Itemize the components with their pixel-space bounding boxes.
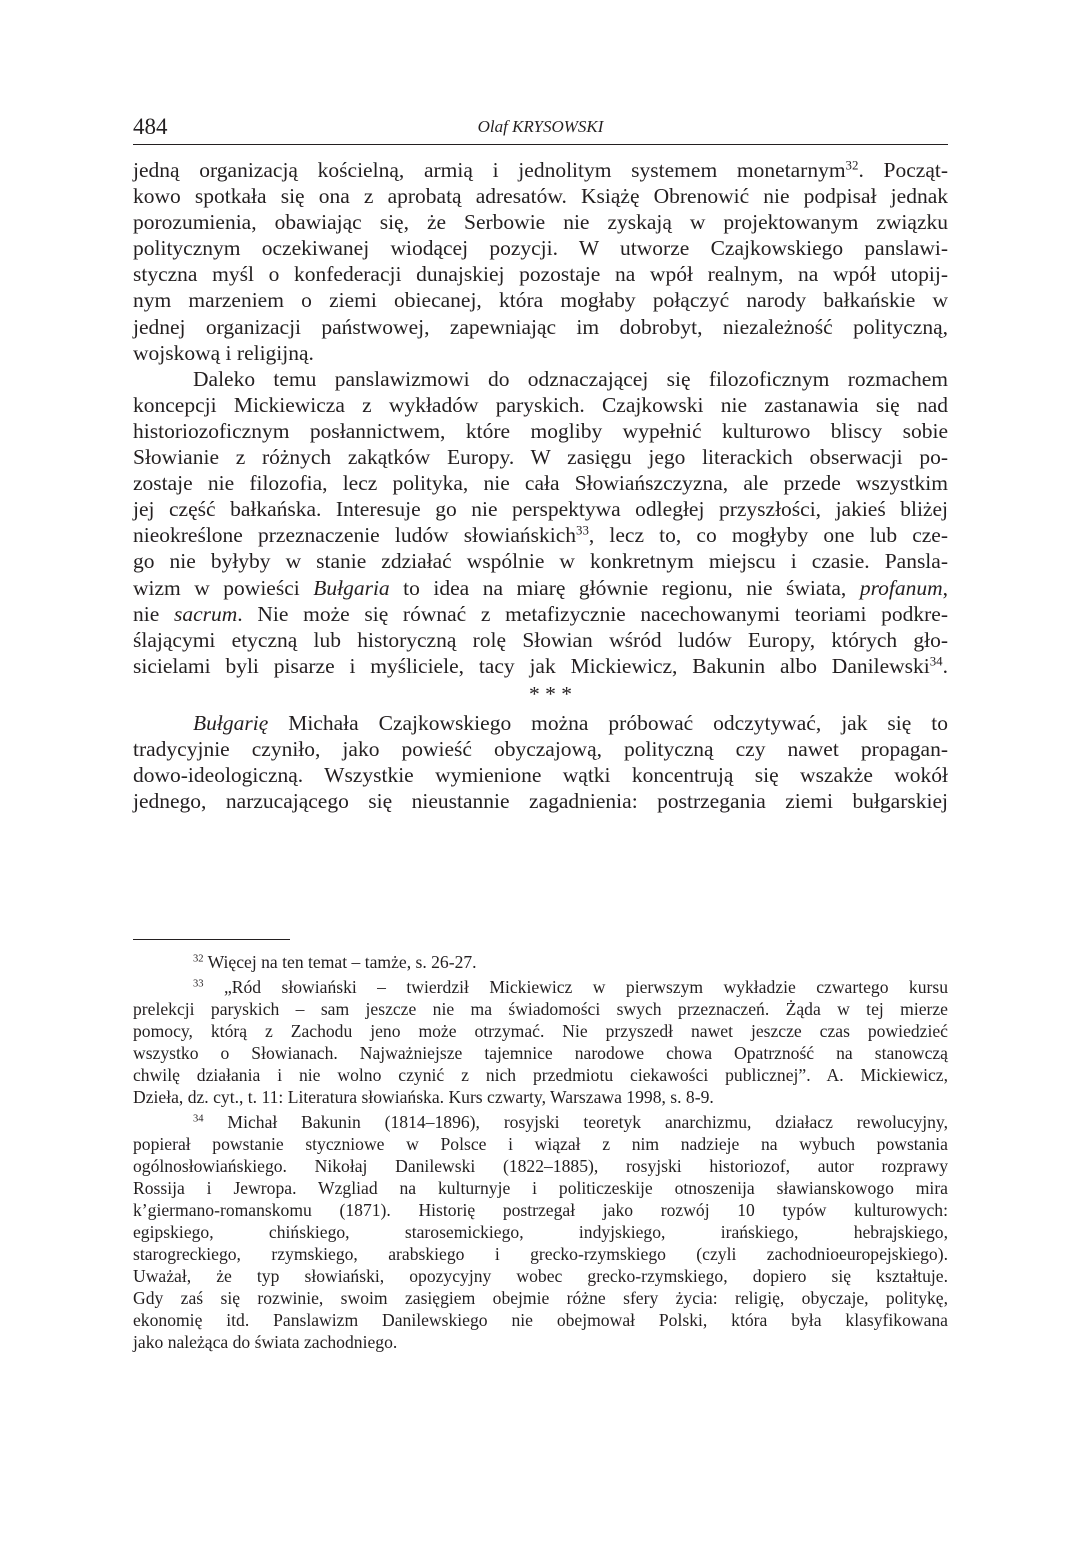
text-line [133,1221,948,1243]
text-line [133,157,948,183]
text-line [133,392,948,418]
text-line [133,1331,948,1353]
text-run: zostaje nie filozofia, lecz polityka, nie cała Słowiańszczyzna, ale przede wszystkim [133,471,948,496]
text-line [133,261,948,287]
text-run: . Nie może się równać z metafizycznie nacechowanymi teoriami podkre- [237,601,948,626]
text-run: k’giermano-romanskomu (1871). Historię postrzegał jako rozwój 10 typów kulturowych: [133,1200,948,1220]
text-line [133,1111,948,1133]
paragraph [133,710,948,814]
text-line [133,1155,948,1177]
text-line [133,976,948,998]
text-line [133,1086,948,1108]
text-line [133,496,948,522]
text-run: Uważał, że typ słowiański, opozycyjny wobec grecko-rzymskiego, dopiero się kształtuje. [133,1266,948,1286]
text-run: , lecz to, co mogłyby one lub cze- [588,523,948,548]
text-line [133,235,948,261]
text-run: tradycyjnie czyniło, jako powieść obyczajową, polityczną czy nawet propagan- [133,736,948,761]
running-head: Olaf KRYSOWSKI [477,117,604,136]
text-line [133,1042,948,1064]
text-run: Więcej na ten temat – tamże, s. 26-27. [203,952,477,972]
text-run: to idea na miarę głównie regionu, nie świata, [389,575,860,600]
text-run: styczna myśl o konfederacji dunajskiej pozostaje na wpół realnym, na wpół utopij- [133,262,948,287]
text-line [133,1064,948,1086]
text-run: starogreckiego, rzymskiego, arabskiego i grecko-rzymskiego (czyli zachodnioeuropejskiego). [133,1244,948,1264]
text-line [133,601,948,627]
text-line [133,548,948,574]
text-run: „Ród słowiański – twierdził Mickiewicz w pierwszym wykładzie czwartego kursu [203,977,948,997]
text-line [133,710,948,736]
text-run: historiozoficznym posłannictwem, które mogliby wypełnić kulturowo bliscy sobie [133,418,948,443]
text-run: ogólnosłowiańskiego. Nikołaj Danilewski (1822–1885), rosyjski historiozof, autor rozprawy [133,1156,948,1176]
text-run: jedną organizacją kościelną, armią i jednolitym systemem monetarnym [133,158,846,182]
text-run: kowo spotkała się ona z aprobatą adresatów. Książę Obrenowić nie podpisał jednak [133,184,948,209]
page-number: 484 [133,114,168,139]
text-run: politycznym oczekiwanej wiodącej pozycji. W utworze Czajkowskiego panslawi- [133,236,948,261]
text-run: Słowianie z różnych zakątków Europy. W zasięgu jego literackich obserwacji po- [133,445,948,470]
text-run: , [942,575,949,600]
text-run: pomocy, którą z Zachodu jeno może otrzymać. Nie przyszedł nawet jeszcze czas powiedzieć [133,1021,948,1041]
text-run: jednego, narzucającego się nieustannie zagadnienia: postrzegania ziemi bułgarskiej [133,789,948,814]
footnote-ref: 34 [193,1113,204,1125]
text-line [133,1287,948,1309]
body-text [133,157,948,814]
footnote [133,976,948,1108]
text-line [133,209,948,235]
text-line [133,418,948,444]
text-run: Daleko temu panslawizmowi do odznaczającej się filozoficznym rozmachem [193,366,948,391]
text-run: Dzieła, dz. cyt., t. 11: Literatura słowiańska. Kurs czwarty, Warszawa 1998, s. 8-9. [133,1087,714,1107]
text-run: egipskiego, chińskiego, starosemickiego, indyjskiego, irańskiego, hebrajskiego, [133,1222,948,1242]
section-separator: * * * [529,681,572,706]
text-run: ślającymi etyczną lub historyczną rolę Słowian wśród ludów Europy, których gło- [133,627,948,652]
text-line [133,1177,948,1199]
paragraph [133,157,948,366]
text-line [133,444,948,470]
text-run: Michał Bakunin (1814–1896), rosyjski teoretyk anarchizmu, działacz rewolucyjny, [203,1112,948,1132]
text-line [133,627,948,653]
footnote-ref: 32 [845,158,859,173]
footnote-ref: 32 [193,953,204,965]
footnote-ref: 34 [929,654,943,669]
text-run: wojskową i religijną. [133,340,314,365]
text-line [133,653,948,679]
text-line [133,1309,948,1331]
text-run: wszystko o Słowianach. Najważniejsze tajemnice narodowe chowa Opatrzność na stanowczą [133,1043,948,1063]
footnote-divider [133,939,290,940]
footnotes [133,951,948,1356]
text-run: ekonomię itd. Panslawizm Danilewskiego nie obejmował Polski, która była klasyfikowana [133,1310,948,1330]
text-line [133,788,948,814]
page-header [133,114,948,145]
text-run: nym marzeniem o ziemi obiecanej, która mogłaby połączyć narody bałkańskie w [133,288,948,313]
text-line [133,575,948,601]
text-run: . [942,653,948,678]
text-run: sicielami byli pisarze i myśliciele, tacy jak Mickiewicz, Bakunin albo Danilewski [133,653,930,678]
text-line [133,314,948,340]
text-run: chwilę działania i nie wolno czynić z nich przedmiotu ciekawości publicznej”. A. Mickiewicz, [133,1065,948,1085]
footnote [133,1111,948,1353]
text-run: dowo-ideologiczną. Wszystkie wymienione wątki koncentrują się wszakże wokół [133,763,948,788]
text-run: porozumienia, obawiając się, że Serbowie nie zyskają w projektowanym związku [133,210,948,235]
text-line [133,366,948,392]
text-line [133,736,948,762]
text-run: wizm w powieści [133,575,314,600]
text-line [133,762,948,788]
text-run: koncepcji Mickiewicza z wykładów paryskich. Czajkowski nie zastanawia się nad [133,392,948,417]
footnote-ref: 33 [193,978,204,990]
text-run: Gdy zaś się rozwinie, swoim zasięgiem obejmie różne sfery życia: religię, obyczaje, politykę, [133,1288,948,1308]
paragraph [133,366,948,679]
text-line [133,287,948,313]
footnote-ref: 33 [576,523,589,538]
text-run: jednej organizacji państwowej, zapewniając im dobrobyt, niezależność polityczną, [133,314,948,339]
text-line [133,1265,948,1287]
text-line [133,998,948,1020]
text-line [133,340,948,366]
italic-title: Bułgarię [193,710,269,735]
text-line [133,1020,948,1042]
text-run: Michała Czajkowskiego można próbować odczytywać, jak się to [268,710,948,735]
italic-title: sacrum [173,601,238,626]
text-run: popierał powstanie styczniowe w Polsce i wiązał z nim nadzieje na wybuch powstania [133,1134,948,1154]
text-line [133,1199,948,1221]
text-line [133,183,948,209]
text-line [133,470,948,496]
text-run: jej część bałkańska. Interesuje go nie perspektywa odległej przyszłości, jakieś bliżej [133,497,948,522]
text-line [133,951,948,973]
text-run: go nie byłyby w stanie zdziałać wspólnie w konkretnym miejscu i czasie. Pansla- [133,549,948,574]
text-line [133,1243,948,1265]
italic-title: profanum [859,575,943,600]
footnote [133,951,948,973]
text-run: jako należąca do świata zachodniego. [133,1332,398,1352]
text-line [133,1133,948,1155]
text-run: Rossija i Jewropa. Wzgliad na kulturnyje i politiczeskije otnoszenija sławianskowogo mira [133,1178,948,1198]
text-run: nie [133,601,174,626]
italic-title: Bułgaria [313,575,390,600]
text-run: nieokreślone przeznaczenie ludów słowiańskich [133,523,577,548]
text-run: . Począt- [858,158,948,182]
text-line [133,522,948,548]
text-run: prelekcji paryskich – sam jeszcze nie ma świadomości swych przeznaczeń. Żąda w tej mierze [133,999,948,1019]
